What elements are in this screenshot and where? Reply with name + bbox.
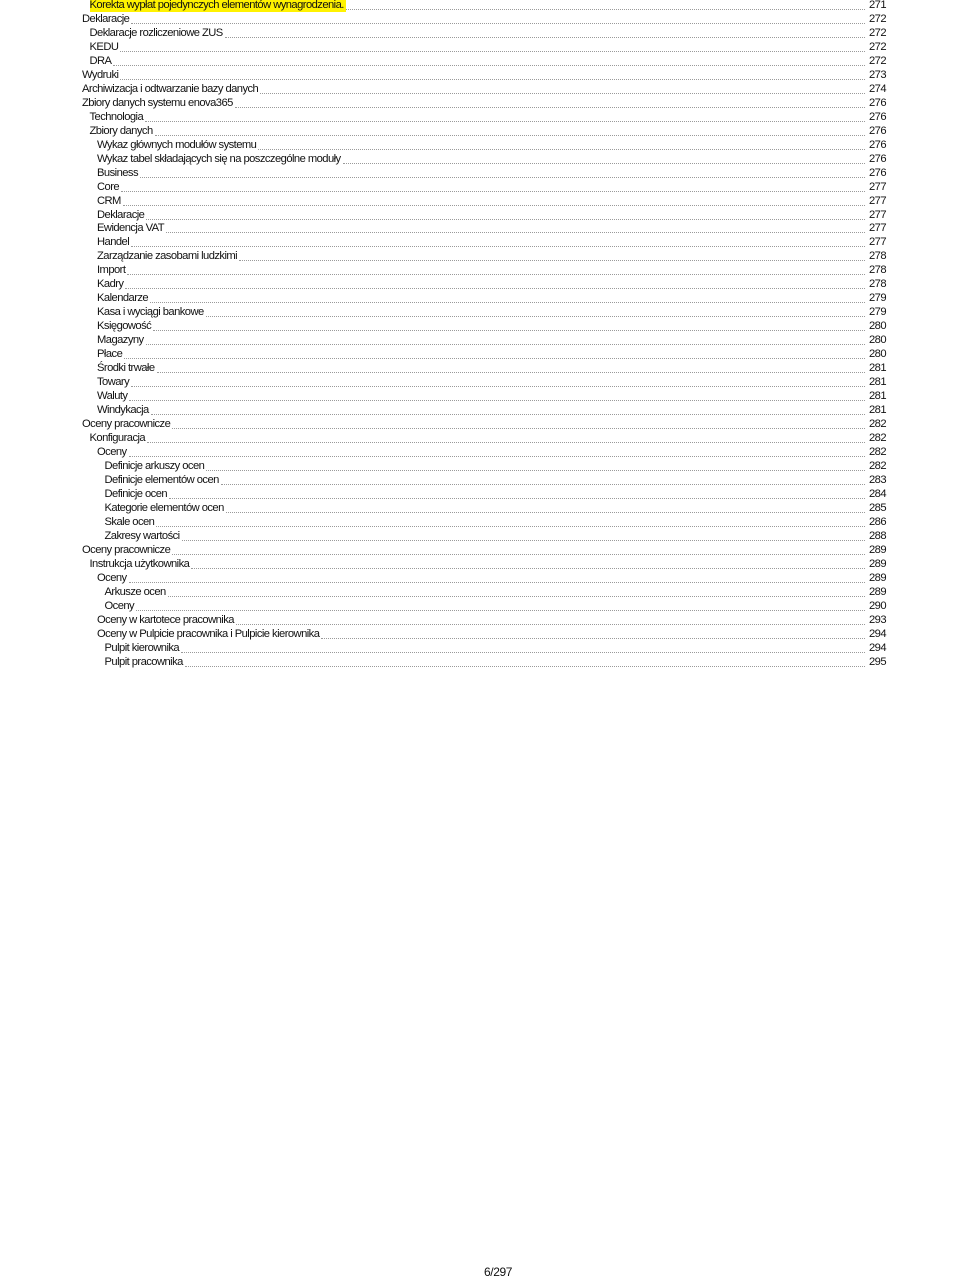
toc-entry-page: 278 — [868, 250, 886, 263]
toc-entry-page: 277 — [868, 236, 886, 249]
toc-dot-leader — [131, 23, 865, 24]
toc-dot-leader — [129, 400, 865, 401]
toc-entry[interactable] — [82, 571, 886, 585]
toc-entry-page: 295 — [868, 655, 886, 668]
toc-dot-leader — [123, 205, 865, 206]
toc-entry[interactable] — [82, 431, 886, 445]
toc-entry-page: 276 — [868, 110, 886, 123]
toc-entry-page: 276 — [868, 152, 886, 165]
toc-dot-leader — [136, 610, 865, 611]
toc-entry-page: 282 — [868, 418, 886, 431]
toc-entry-label: Kasa i wyciągi bankowe — [97, 306, 204, 319]
toc-entry-label: Windykacja — [97, 404, 149, 417]
toc-entry-page: 281 — [868, 404, 886, 417]
toc-entry-label: Definicje arkuszy ocen — [104, 459, 205, 472]
toc-entry[interactable] — [82, 655, 886, 669]
toc-dot-leader — [258, 149, 865, 150]
toc-dot-leader — [120, 79, 865, 80]
toc-entry-label: Korekta wypłat pojedynczych elementów wynagrodzenia. — [89, 0, 344, 11]
toc-entry-label: Deklaracje — [82, 12, 130, 25]
toc-entry-page: 277 — [868, 194, 886, 207]
toc-entry-page: 281 — [868, 390, 886, 403]
toc-entry[interactable] — [82, 487, 886, 501]
toc-entry[interactable] — [82, 613, 886, 627]
toc-entry[interactable] — [82, 138, 886, 152]
toc-entry[interactable] — [82, 641, 886, 655]
toc-entry-label: Magazyny — [97, 334, 144, 347]
toc-entry-label: CRM — [97, 194, 121, 207]
toc-dot-leader — [239, 260, 865, 261]
toc-entry-label: Kadry — [97, 278, 124, 291]
toc-entry-page: 272 — [868, 26, 886, 39]
toc-dot-leader — [172, 428, 865, 429]
toc-entry-label: Oceny — [97, 445, 127, 458]
toc-entry-page: 280 — [868, 320, 886, 333]
table-of-contents — [82, 0, 886, 669]
toc-entry-label: Środki trwałe — [97, 362, 155, 375]
toc-dot-leader — [153, 330, 865, 331]
toc-entry-page: 294 — [868, 627, 886, 640]
toc-entry-page: 277 — [868, 222, 886, 235]
toc-entry[interactable] — [82, 180, 886, 194]
toc-dot-leader — [146, 344, 865, 345]
toc-entry[interactable] — [82, 585, 886, 599]
toc-dot-leader — [260, 93, 865, 94]
toc-entry-label: Oceny — [97, 571, 127, 584]
toc-entry-page: 280 — [868, 334, 886, 347]
toc-entry[interactable] — [82, 403, 886, 417]
toc-entry-label: DRA — [89, 54, 112, 67]
toc-entry-page: 288 — [868, 529, 886, 542]
toc-entry[interactable] — [82, 333, 886, 347]
toc-entry[interactable] — [82, 599, 886, 613]
toc-entry-label: Core — [97, 180, 120, 193]
toc-entry[interactable] — [82, 54, 886, 68]
toc-entry[interactable] — [82, 515, 886, 529]
toc-entry[interactable] — [82, 557, 886, 571]
toc-entry-page: 280 — [868, 348, 886, 361]
toc-dot-leader — [120, 51, 865, 52]
toc-entry-label: Wykaz głównych modułów systemu — [97, 138, 257, 151]
toc-entry[interactable] — [82, 361, 886, 375]
toc-entry[interactable] — [82, 417, 886, 431]
toc-dot-leader — [140, 177, 865, 178]
toc-entry[interactable] — [82, 543, 886, 557]
toc-entry-page: 277 — [868, 208, 886, 221]
toc-entry-label: Oceny pracownicze — [82, 418, 171, 431]
page-number-footer — [0, 1265, 960, 1279]
toc-entry-label: Wykaz tabel składających się na poszczególne moduły — [97, 152, 341, 165]
toc-entry-page: 281 — [868, 362, 886, 375]
toc-entry-label: Waluty — [97, 390, 128, 403]
toc-dot-leader — [343, 163, 865, 164]
toc-entry-label: Ewidencja VAT — [97, 222, 165, 235]
toc-entry[interactable] — [82, 208, 886, 222]
toc-entry-page: 271 — [868, 0, 886, 11]
toc-entry-page: 274 — [868, 82, 886, 95]
toc-dot-leader — [221, 484, 865, 485]
toc-dot-leader — [131, 246, 865, 247]
toc-entry-page: 276 — [868, 138, 886, 151]
toc-entry-page: 290 — [868, 599, 886, 612]
toc-entry-label: Oceny w kartotece pracownika — [97, 613, 234, 626]
toc-dot-leader — [157, 372, 865, 373]
toc-entry-label: Wydruki — [82, 68, 119, 81]
toc-entry-page: 283 — [868, 473, 886, 486]
toc-entry-page: 282 — [868, 445, 886, 458]
toc-entry-page: 289 — [868, 543, 886, 556]
toc-entry-page: 289 — [868, 585, 886, 598]
toc-entry-label: Definicje elementów ocen — [104, 473, 219, 486]
toc-entry[interactable] — [82, 291, 886, 305]
toc-entry-label: Pulpit pracownika — [104, 655, 183, 668]
toc-dot-leader — [206, 470, 865, 471]
toc-entry[interactable] — [82, 445, 886, 459]
toc-dot-leader — [172, 554, 865, 555]
toc-dot-leader — [121, 191, 865, 192]
toc-entry[interactable] — [82, 82, 886, 96]
toc-entry[interactable] — [82, 627, 886, 641]
toc-entry-page: 289 — [868, 571, 886, 584]
toc-dot-leader — [225, 37, 865, 38]
toc-entry[interactable] — [82, 389, 886, 403]
toc-entry[interactable] — [82, 26, 886, 40]
toc-dot-leader — [321, 638, 865, 639]
toc-dot-leader — [124, 358, 865, 359]
toc-entry-label: Kalendarze — [97, 292, 149, 305]
toc-dot-leader — [156, 526, 865, 527]
toc-dot-leader — [131, 386, 865, 387]
toc-dot-leader — [150, 302, 865, 303]
toc-dot-leader — [191, 568, 865, 569]
toc-entry-label: Oceny w Pulpicie pracownika i Pulpicie kierownika — [97, 627, 320, 640]
toc-entry-page: 273 — [868, 68, 886, 81]
toc-entry[interactable] — [82, 166, 886, 180]
toc-entry[interactable] — [82, 222, 886, 236]
toc-entry[interactable] — [82, 347, 886, 361]
toc-entry-label: Definicje ocen — [104, 487, 168, 500]
toc-entry-label: Arkusze ocen — [104, 585, 166, 598]
toc-entry-label: Zbiory danych — [89, 124, 153, 137]
toc-entry-page: 276 — [868, 166, 886, 179]
toc-entry-label: Księgowość — [97, 320, 152, 333]
toc-entry-page: 278 — [868, 278, 886, 291]
toc-entry[interactable] — [82, 249, 886, 263]
toc-entry-page: 272 — [868, 12, 886, 25]
toc-entry[interactable] — [82, 375, 886, 389]
toc-entry-page: 294 — [868, 641, 886, 654]
toc-entry-label: Płace — [97, 348, 123, 361]
toc-dot-leader — [182, 540, 865, 541]
toc-entry[interactable] — [82, 277, 886, 291]
toc-entry-label: Archiwizacja i odtwarzanie bazy danych — [82, 82, 259, 95]
toc-dot-leader — [226, 512, 865, 513]
toc-entry-page: 293 — [868, 613, 886, 626]
toc-entry[interactable] — [82, 319, 886, 333]
toc-entry-label: Technologia — [89, 110, 144, 123]
toc-entry-label: Kategorie elementów ocen — [104, 501, 224, 514]
toc-dot-leader — [206, 316, 865, 317]
toc-dot-leader — [346, 9, 865, 10]
toc-entry-page: 278 — [868, 264, 886, 277]
toc-entry-page: 277 — [868, 180, 886, 193]
toc-dot-leader — [181, 652, 865, 653]
toc-entry-label: Zakresy wartości — [104, 529, 180, 542]
toc-entry[interactable] — [82, 124, 886, 138]
toc-entry-page: 282 — [868, 459, 886, 472]
toc-dot-leader — [127, 274, 865, 275]
toc-dot-leader — [235, 107, 865, 108]
toc-entry-page: 279 — [868, 292, 886, 305]
toc-dot-leader — [185, 666, 865, 667]
toc-entry-label: Konfiguracja — [89, 432, 146, 444]
toc-entry[interactable] — [82, 459, 886, 473]
toc-entry-label: Oceny — [104, 599, 135, 612]
toc-entry[interactable] — [82, 96, 886, 110]
toc-dot-leader — [151, 414, 865, 415]
page-number: 6/297 — [483, 1265, 513, 1279]
toc-entry[interactable] — [82, 529, 886, 543]
toc-dot-leader — [125, 288, 865, 289]
toc-entry-label: Skale ocen — [104, 515, 155, 528]
toc-entry[interactable] — [82, 68, 886, 82]
toc-entry[interactable] — [82, 110, 886, 124]
toc-dot-leader — [168, 596, 865, 597]
toc-entry-page: 284 — [868, 487, 886, 500]
toc-dot-leader — [169, 498, 865, 499]
toc-entry[interactable] — [82, 501, 886, 515]
toc-entry-label: Deklaracje — [97, 208, 145, 221]
toc-entry-page: 276 — [868, 96, 886, 109]
toc-dot-leader — [146, 219, 865, 220]
toc-entry[interactable] — [82, 40, 886, 54]
toc-entry-label: Towary — [97, 376, 130, 389]
toc-entry-label: Import — [97, 264, 126, 277]
toc-entry-label: Handel — [97, 236, 130, 249]
toc-entry[interactable] — [82, 0, 886, 12]
toc-entry-page: 286 — [868, 515, 886, 528]
toc-entry-label: Business — [97, 166, 138, 179]
toc-dot-leader — [145, 121, 865, 122]
toc-entry-label: Oceny pracownicze — [82, 543, 171, 556]
toc-entry-page: 289 — [868, 557, 886, 570]
toc-entry-page: 282 — [868, 432, 886, 444]
toc-entry-page: 272 — [868, 40, 886, 53]
toc-entry[interactable] — [82, 194, 886, 208]
toc-dot-leader — [147, 442, 865, 443]
toc-entry-label: KEDU — [89, 40, 119, 53]
toc-dot-leader — [166, 232, 865, 233]
toc-entry[interactable] — [82, 12, 886, 26]
toc-entry-page: 281 — [868, 376, 886, 389]
toc-entry[interactable] — [82, 263, 886, 277]
toc-entry-label: Zbiory danych systemu enova365 — [82, 96, 233, 109]
toc-entry-label: Pulpit kierownika — [104, 641, 180, 654]
toc-entry[interactable] — [82, 305, 886, 319]
toc-dot-leader — [236, 624, 865, 625]
toc-entry[interactable] — [82, 473, 886, 487]
toc-entry-page: 272 — [868, 54, 886, 67]
toc-dot-leader — [155, 135, 865, 136]
toc-entry-label: Instrukcja użytkownika — [89, 557, 190, 570]
toc-entry-page: 279 — [868, 306, 886, 319]
toc-dot-leader — [129, 582, 865, 583]
toc-entry-page: 276 — [868, 124, 886, 137]
toc-entry[interactable] — [82, 235, 886, 249]
toc-entry-label: Deklaracje rozliczeniowe ZUS — [89, 26, 223, 39]
toc-entry[interactable] — [82, 152, 886, 166]
toc-dot-leader — [113, 65, 865, 66]
toc-entry-page: 285 — [868, 501, 886, 514]
toc-dot-leader — [129, 456, 865, 457]
toc-entry-label: Zarządzanie zasobami ludzkimi — [97, 250, 238, 263]
